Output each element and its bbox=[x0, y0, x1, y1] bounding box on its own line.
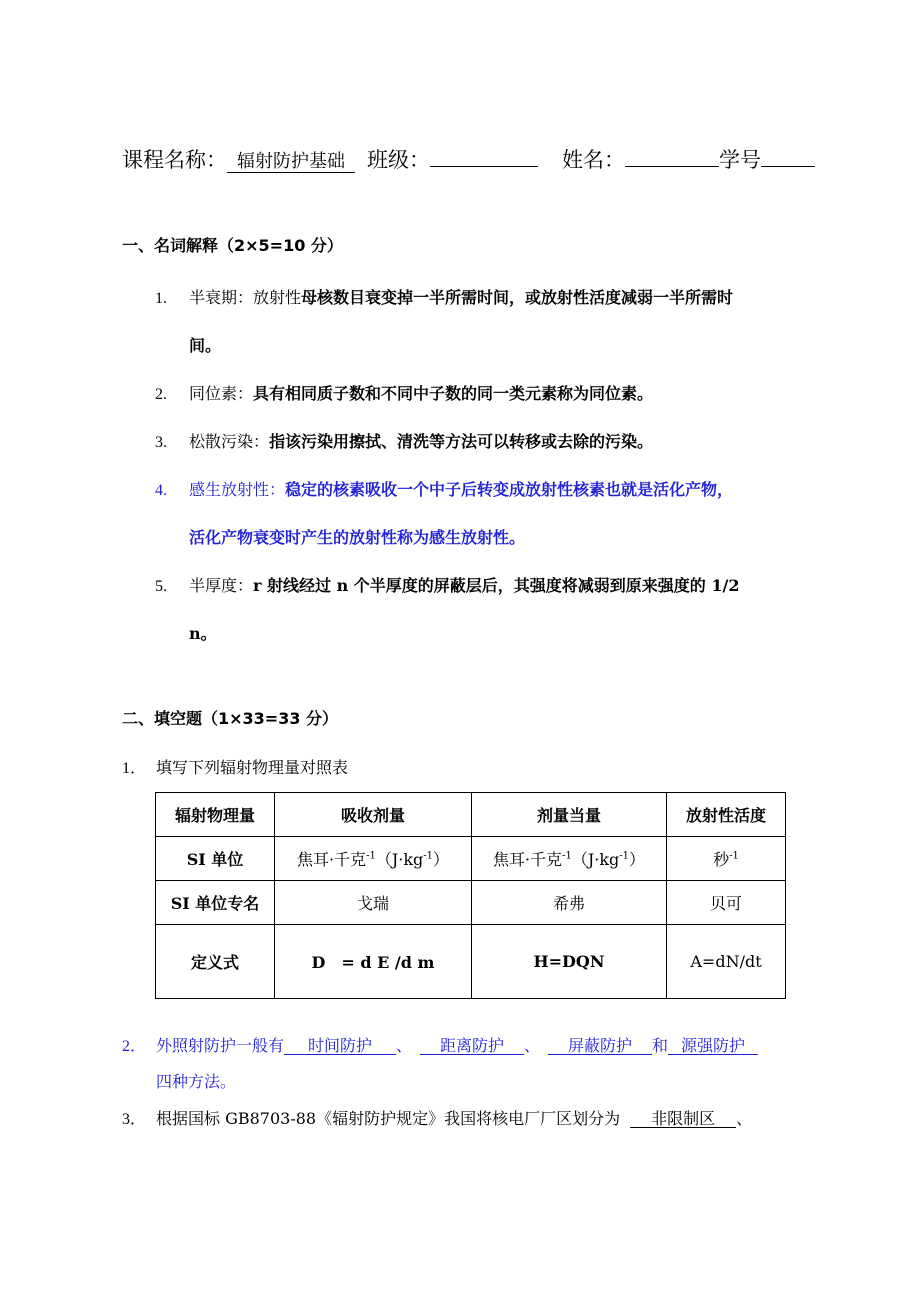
table-header-row bbox=[156, 793, 786, 837]
section2-title: 二、填空题（1×33=33 分） bbox=[122, 709, 339, 728]
table-cell: 希弗 bbox=[472, 881, 667, 925]
term: 感生放射性： bbox=[189, 480, 286, 499]
definition-item-3: 3. 松散污染：指该污染用擦拭、清洗等方法可以转移或去除的污染。 bbox=[155, 432, 654, 451]
definition-item-1: 1. 半衰期：放射性母核数目衰变掉一半所需时间，或放射性活度减弱一半所需时 bbox=[155, 288, 734, 307]
answer-blank: 非限制区 bbox=[630, 1111, 736, 1128]
definition: r 射线经过 n 个半厚度的屏蔽层后，其强度将减弱到原来强度的 1/2 bbox=[253, 576, 740, 595]
definition-item-5-cont: n。 bbox=[189, 624, 217, 643]
table-cell: D = d E /d m bbox=[275, 925, 472, 999]
definition: 稳定的核素吸收一个中子后转变成放射性核素也就是活化产物， bbox=[285, 480, 734, 499]
table-cell: 焦耳·千克$^{-1}(J\cdot kg^{-1})$ bbox=[472, 837, 667, 881]
table-cell: A=dN/dt bbox=[667, 925, 786, 999]
table-row bbox=[156, 881, 786, 925]
name-label: 姓名： bbox=[562, 148, 625, 172]
radiation-quantity-table bbox=[155, 792, 786, 999]
definition-item-4: 4. 感生放射性：稳定的核素吸收一个中子后转变成放射性核素也就是活化产物， bbox=[155, 480, 734, 499]
term: 同位素： bbox=[189, 384, 254, 403]
definition: 指该污染用擦拭、清洗等方法可以转移或去除的污染。 bbox=[269, 432, 654, 451]
question-2: 2． 外照射防护一般有 时间防护 、 距离防护 、 屏蔽防护 和 源强防护 bbox=[122, 1038, 758, 1055]
row-label: SI 单位 bbox=[156, 837, 275, 881]
definition-item-1-cont: 间。 bbox=[189, 336, 222, 355]
answer-blank: 距离防护 bbox=[420, 1038, 524, 1055]
term: 半衰期： bbox=[189, 288, 254, 307]
course-label: 课程名称： bbox=[122, 148, 227, 172]
table-cell: 焦耳·千克$^{-1}(J\cdot kg^{-1})$ bbox=[275, 837, 472, 881]
class-blank bbox=[430, 144, 538, 167]
row-label: 定义式 bbox=[156, 925, 275, 999]
definition-prefix: 放射性 bbox=[253, 288, 302, 307]
section1-title: 一、名词解释（2×5=10 分） bbox=[122, 236, 343, 255]
table-header-cell: 剂量当量 bbox=[472, 793, 667, 837]
table-cell: 秒$^{-1}$ bbox=[667, 837, 786, 881]
table-header-cell: 辐射物理量 bbox=[156, 793, 275, 837]
answer-blank: 屏蔽防护 bbox=[548, 1038, 652, 1055]
question-2-cont: 四种方法。 bbox=[156, 1072, 237, 1091]
table-header-cell: 吸收剂量 bbox=[275, 793, 472, 837]
answer-blank: 时间防护 bbox=[284, 1038, 396, 1055]
class-label: 班级： bbox=[367, 148, 430, 172]
table-cell: H=DQN bbox=[472, 925, 667, 999]
table-row bbox=[156, 925, 786, 999]
definition: 具有相同质子数和不同中子数的同一类元素称为同位素。 bbox=[253, 384, 654, 403]
table-row bbox=[156, 837, 786, 881]
table-header-cell: 放射性活度 bbox=[667, 793, 786, 837]
definition-item-2: 2. 同位素：具有相同质子数和不同中子数的同一类元素称为同位素。 bbox=[155, 384, 654, 403]
id-blank bbox=[761, 144, 815, 167]
id-label: 学号 bbox=[719, 148, 761, 172]
definition-item-5: 5. 半厚度：r 射线经过 n 个半厚度的屏蔽层后，其强度将减弱到原来强度的 1/2 bbox=[155, 576, 740, 595]
term: 松散污染： bbox=[189, 432, 270, 451]
definition: 母核数目衰变掉一半所需时间，或放射性活度减弱一半所需时 bbox=[301, 288, 734, 307]
term: 半厚度： bbox=[189, 576, 254, 595]
row-label: SI 单位专名 bbox=[156, 881, 275, 925]
table-cell: 贝可 bbox=[667, 881, 786, 925]
exam-header bbox=[122, 144, 815, 174]
question-1: 1． 填写下列辐射物理量对照表 bbox=[122, 758, 349, 777]
course-value: 辐射防护基础 bbox=[227, 152, 355, 173]
name-blank bbox=[625, 144, 719, 167]
definition-item-4-cont: 活化产物衰变时产生的放射性称为感生放射性。 bbox=[189, 528, 526, 547]
table-cell: 戈瑞 bbox=[275, 881, 472, 925]
answer-blank: 源强防护 bbox=[668, 1038, 758, 1055]
question-3: 3． 根据国标 GB8703-88《辐射防护规定》我国将核电厂厂区划分为 非限制区 、 bbox=[122, 1109, 753, 1128]
